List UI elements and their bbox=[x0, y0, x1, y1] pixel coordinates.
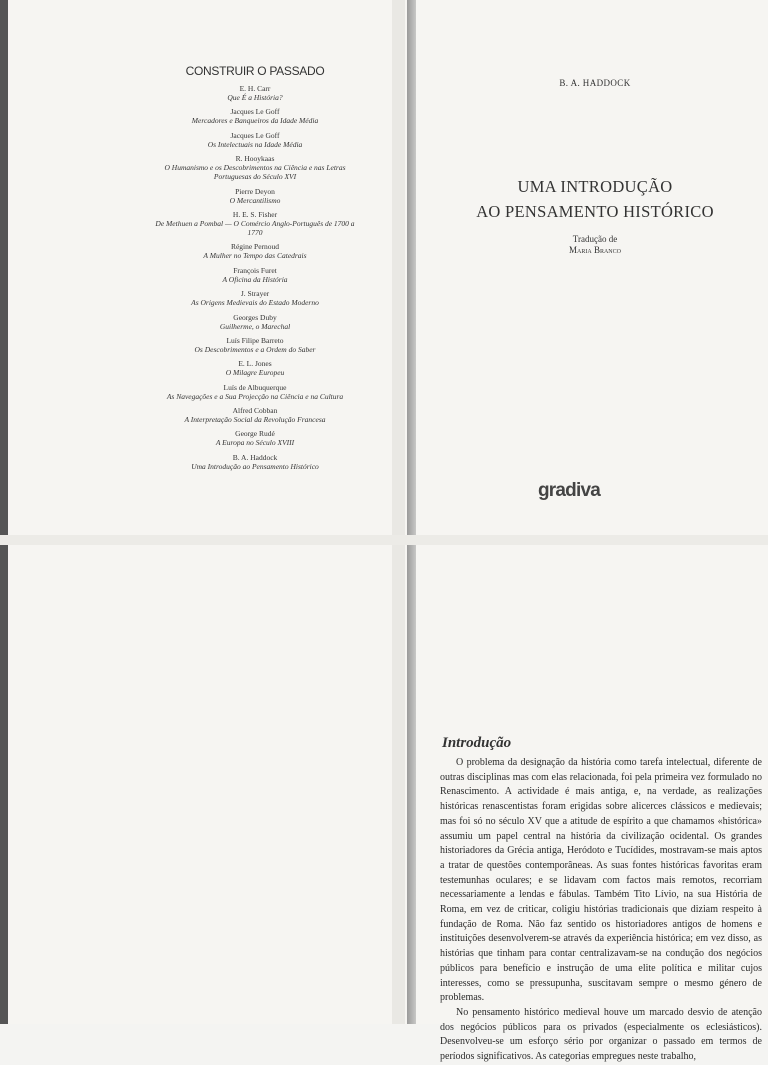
entry-work: A Europa no Século XVIII bbox=[215, 438, 295, 448]
paragraph: O problema da designação da história como tarefa intelectual, diferente de outras disciplinas mas com elas relacionada, foi pela primeira vez formulado no Renascimento. A actividade é mais antiga, e, na verdade, as realizações históricas renascentistas foram erigidas sobre alicerces clássicos e medievais; mas foi só no século XV que a atitude de espírito a que chamamos «histórica» assumiu um papel central na história da civilização ocidental. Os grandes historiadores da Grécia antiga, Heródoto e Tucídides, mostravam-se mais aptos a tratar de questões contemporâneas. As suas fontes históricas favoritas eram testemunhas oculares; e se lidavam com factos mais remotos, recorriam necessariamente a lendas e fábulas. Também Tito Lívio, na sua História de Roma, em vez de criticar, coligiu histórias tradicionais que diziam respeito à fundação de Roma. Não faz sentido os historiadores antigos de homens e instituições desenvolverem-se através da experiência histórica; em vez disso, as histórias que tinham para contar centralizavam-se na condução dos negócios públicos para benefício e instrução de uma elite política e militar cujos interesses, como se pressupunha, suscitavam sempre o mesmo género de problemas. bbox=[440, 757, 762, 1004]
entry-author: Pierre Deyon bbox=[235, 186, 275, 196]
series-title: CONSTRUIR O PASSADO bbox=[185, 64, 325, 78]
entry-work: Os Descobrimentos e a Ordem do Saber bbox=[194, 344, 316, 354]
entry-work: A Interpretação Social da Revolução Francesa bbox=[184, 415, 326, 425]
book-title-line: AO PENSAMENTO HISTÓRICO bbox=[476, 202, 714, 221]
entry-author: Georges Duby bbox=[233, 312, 277, 322]
chapter-heading: Introdução bbox=[442, 735, 512, 751]
translator-name: Maria Branco bbox=[569, 245, 621, 255]
series-entry bbox=[150, 289, 360, 307]
binding-edge-bottom-right bbox=[407, 545, 416, 1024]
entry-author: François Furet bbox=[233, 265, 277, 275]
paragraph: No pensamento histórico medieval houve um marcado desvio de atenção dos negócios públicos para os privados (especialmente os eclesiásticos). Desenvolveu-se um esforço sério por organizar o passado em termos de períodos significativos. As categorias empregues neste trabalho, bbox=[440, 1006, 762, 1063]
entry-author: E. H. Carr bbox=[239, 84, 271, 93]
entry-author: E. L. Jones bbox=[238, 359, 272, 369]
series-entry bbox=[150, 107, 360, 125]
series-entry bbox=[150, 383, 360, 401]
entry-author: Jacques Le Goff bbox=[230, 107, 280, 117]
entry-work: Mercadores e Banqueiros da Idade Média bbox=[191, 116, 319, 126]
entry-author: Luís Filipe Barreto bbox=[226, 335, 284, 345]
translation-credit bbox=[535, 234, 655, 256]
entry-author: Jacques Le Goff bbox=[230, 130, 280, 140]
entry-work: Uma Introdução ao Pensamento Histórico bbox=[191, 461, 319, 471]
series-entry bbox=[150, 84, 360, 102]
entry-author: George Rudé bbox=[235, 429, 275, 439]
publisher-logo: gradiva bbox=[538, 480, 600, 501]
entry-author: Alfred Cobban bbox=[232, 406, 278, 416]
series-entry bbox=[150, 453, 360, 471]
entry-work: O Mercantilismo bbox=[229, 195, 281, 205]
entry-author: R. Hooykaas bbox=[235, 154, 275, 164]
entry-author: J. Strayer bbox=[240, 289, 270, 299]
series-list bbox=[150, 84, 360, 476]
page-blank bbox=[0, 545, 392, 1024]
entry-work: Os Intelectuais na Idade Média bbox=[207, 139, 303, 149]
entry-work: O Humanismo e os Descobrimentos na Ciência e nas Letras Portuguesas do Século XVI bbox=[164, 163, 346, 182]
intro-body bbox=[440, 756, 762, 1065]
series-entry bbox=[150, 429, 360, 447]
book-title bbox=[430, 174, 760, 224]
series-entry bbox=[150, 359, 360, 377]
series-entry bbox=[150, 131, 360, 149]
binding-edge-top-left bbox=[0, 0, 8, 535]
entry-work: A Oficina da História bbox=[222, 274, 288, 284]
entry-author: Luís de Albuquerque bbox=[223, 382, 287, 392]
series-entry bbox=[150, 210, 360, 237]
series-entry bbox=[150, 313, 360, 331]
spread-separator bbox=[0, 535, 768, 545]
series-entry bbox=[150, 187, 360, 205]
entry-work: O Milagre Europeu bbox=[225, 368, 285, 378]
entry-author: H. E. S. Fisher bbox=[232, 209, 278, 219]
center-gutter bbox=[392, 0, 405, 1024]
entry-work: De Methuen a Pombal — O Comércio Anglo-Português de 1700 a 1770 bbox=[155, 218, 355, 237]
series-entry bbox=[150, 242, 360, 260]
book-title-line: UMA INTRODUÇÃO bbox=[517, 177, 673, 196]
binding-edge-top-right bbox=[407, 0, 416, 535]
entry-work: A Mulher no Tempo das Catedrais bbox=[203, 251, 307, 261]
entry-work: As Navegações e a Sua Projecção na Ciência e na Cultura bbox=[166, 391, 344, 401]
entry-author: Régine Pernoud bbox=[230, 242, 280, 252]
series-entry bbox=[150, 336, 360, 354]
binding-edge-bottom-left bbox=[0, 545, 8, 1024]
series-entry bbox=[150, 406, 360, 424]
entry-work: Guilherme, o Marechal bbox=[219, 321, 291, 331]
translation-label: Tradução de bbox=[572, 234, 618, 244]
entry-work: Que É a História? bbox=[227, 93, 283, 102]
book-author: B. A. HADDOCK bbox=[559, 78, 631, 88]
series-entry bbox=[150, 266, 360, 284]
entry-work: As Origens Medievais do Estado Moderno bbox=[191, 298, 319, 308]
entry-author: B. A. Haddock bbox=[232, 452, 278, 462]
series-entry bbox=[150, 154, 360, 181]
